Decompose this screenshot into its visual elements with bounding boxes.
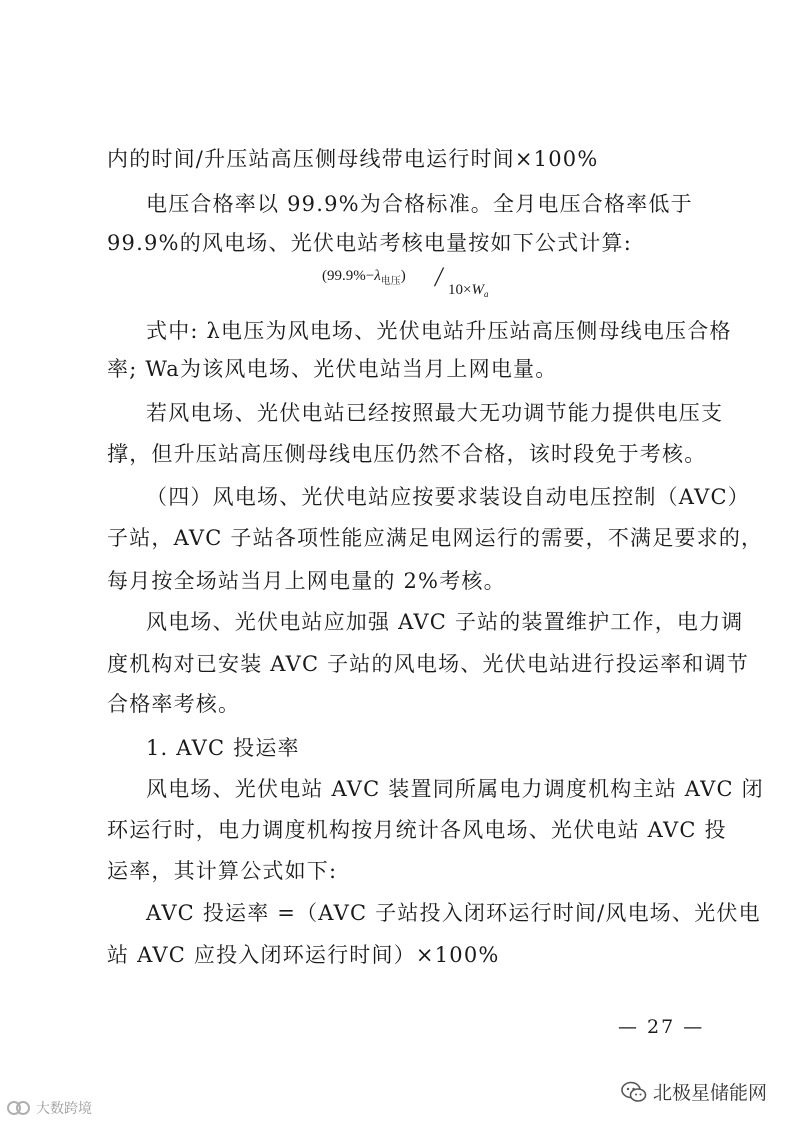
text-line-12: 度机构对已安装 AVC 子站的风电场、光伏电站进行投运率和调节: [107, 652, 749, 676]
formula-open: (99.9%−: [322, 268, 375, 284]
text-line-6: 若风电场、光伏电站已经按照最大无功调节能力提供电压支: [146, 401, 724, 425]
formula-w-sub: a: [483, 289, 489, 299]
text-line-7: 撑，但升压站高压侧母线电压仍然不合格，该时段免于考核。: [107, 442, 707, 466]
text-line-16: 环运行时，电力调度机构按月统计各风电场、光伏电站 AVC 投: [107, 818, 727, 842]
assessment-formula: [322, 262, 489, 308]
section-heading: 1. AVC 投运率: [146, 736, 300, 760]
formula-close: ): [400, 268, 406, 284]
text-line-5: 率; Wa为该风电场、光伏电站当月上网电量。: [107, 357, 558, 381]
text-line-8: （四）风电场、光伏电站应按要求装设自动电压控制（AVC）: [146, 485, 750, 509]
text-line-2: 电压合格率以 99.9%为合格标准。全月电压合格率低于: [146, 192, 693, 216]
text-line-10: 每月按全场站当月上网电量的 2%考核。: [107, 569, 506, 593]
formula-denominator: [448, 282, 488, 299]
formula-lambda-sub: 电压: [380, 276, 401, 287]
formula-denom-ten: 10×: [448, 282, 472, 298]
text-line-4: 式中: λ电压为风电场、光伏电站升压站高压侧母线电压合格: [146, 319, 732, 343]
text-line-18: AVC 投运率 =（AVC 子站投入闭环运行时间/风电场、光伏电: [146, 901, 761, 925]
text-line-11: 风电场、光伏电站应加强 AVC 子站的装置维护工作，电力调: [146, 610, 744, 634]
text-line-15: 风电场、光伏电站 AVC 装置同所属电力调度机构主站 AVC 闭: [146, 777, 764, 801]
text-line-17: 运率，其计算公式如下:: [107, 859, 338, 883]
watermark-left: [6, 1098, 92, 1118]
watermark-left-text: 大数跨境: [36, 1101, 92, 1117]
formula-slash: /: [432, 262, 446, 293]
watermark-right-text: 北极星储能网: [652, 1082, 767, 1104]
text-line-1: 内的时间/升压站高压侧母线带电运行时间×100%: [107, 147, 599, 171]
wechat-icon: [621, 1081, 647, 1103]
text-line-13: 合格率考核。: [107, 692, 241, 716]
text-line-3: 99.9%的风电场、光伏电站考核电量按如下公式计算:: [107, 231, 632, 255]
formula-lambda: λ: [374, 268, 381, 284]
formula-numerator: [322, 268, 406, 285]
page-number: — 27 —: [618, 1016, 705, 1038]
text-line-9: 子站，AVC 子站各项性能应满足电网运行的需要，不满足要求的，: [107, 526, 764, 550]
text-line-19: 站 AVC 应投入闭环运行时间）×100%: [107, 943, 500, 967]
formula-w: W: [471, 282, 484, 298]
watermark-right: [621, 1078, 767, 1105]
brand-logo-icon: [6, 1100, 32, 1116]
